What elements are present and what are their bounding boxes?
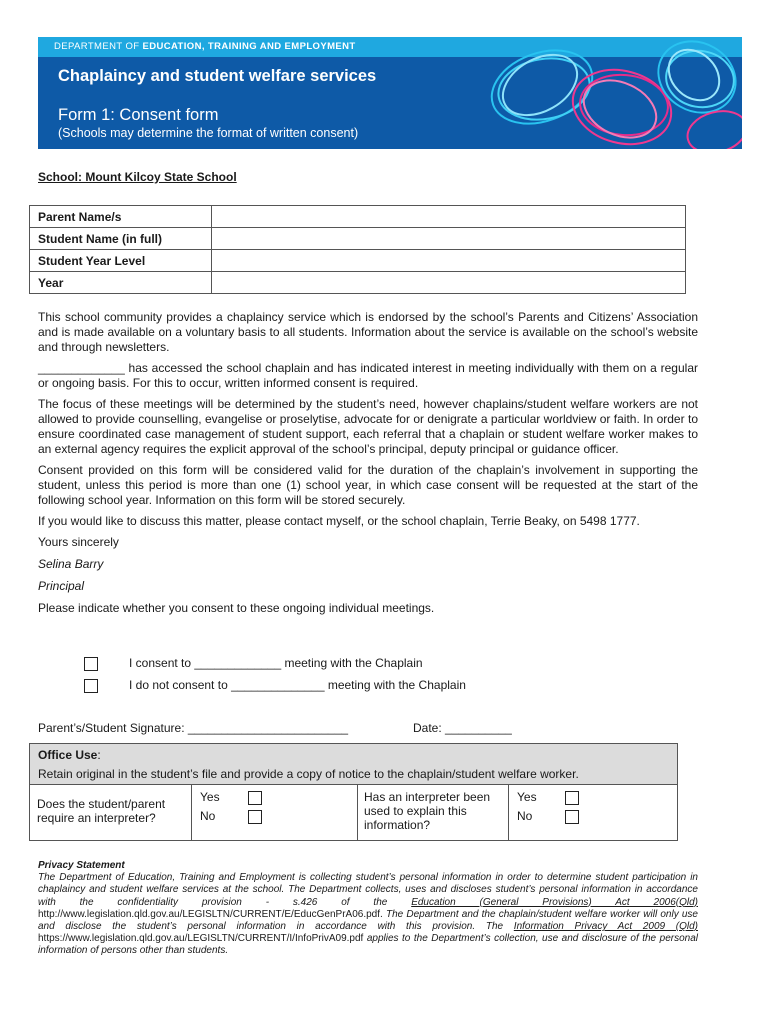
field-label: Parent Name/s — [30, 206, 212, 228]
act-link[interactable]: Information Privacy Act 2009 (Qld) — [513, 921, 698, 933]
closing: Yours sincerely — [38, 535, 119, 549]
office-use-instruction: Retain original in the student’s file and provide a copy of notice to the chaplain/student welfare worker. — [38, 767, 579, 781]
paragraph: Consent provided on this form will be considered valid for the duration of the chaplain’s involvement in supporting the student, unless this period is more than one (1) school year, in which case consent will be requested at the start of the following school year. Information on this form will be stored securely. — [38, 463, 698, 507]
act-url[interactable]: http://www.legislation.qld.gov.au/LEGISLTN/CURRENT/E/EducGenPrA06.pdf. — [38, 908, 383, 920]
office-use-box — [29, 743, 678, 841]
interpreter-required-question — [30, 785, 192, 840]
paragraph: If you would like to discuss this matter, please contact myself, or the school chaplain, Terrie Beaky, on 5498 1777. — [38, 514, 640, 528]
yes-label: Yes — [200, 790, 220, 804]
interpreter-required-yes-checkbox[interactable] — [248, 791, 262, 805]
scribble-decoration — [472, 37, 742, 149]
interpreter-used-no-checkbox[interactable] — [565, 810, 579, 824]
paragraph: The focus of these meetings will be determined by the student’s need, however chaplains/student welfare workers are not allowed to provide counselling, evangelise or proselytise, advocate for or denigrate a particular worldview or faith. In order to ensure coordinated case management of student support, each referral that a chaplain or student welfare worker makes to an external agency requires the explicit approval of the school’s principal, deputy principal or guidance officer. — [38, 397, 698, 456]
no-label: No — [517, 809, 533, 823]
table-row — [30, 272, 686, 294]
field-label: Student Name (in full) — [30, 228, 212, 250]
yes-option — [517, 790, 537, 804]
year-level-field[interactable] — [212, 250, 686, 272]
privacy-text: The Department and the chaplain/student welfare worker will only use and disclose the student’s personal information in accordance with this provision. The — [38, 908, 698, 933]
field-label: Year — [30, 272, 212, 294]
letter-body — [38, 310, 698, 623]
office-use-title: Office Use: — [38, 748, 101, 762]
question-text: Does the student/parent require an interpreter? — [37, 797, 166, 825]
question-text: Has an interpreter been used to explain this information? — [364, 790, 491, 832]
interpreter-required-no-checkbox[interactable] — [248, 810, 262, 824]
paragraph: _____________ has accessed the school chaplain and has indicated interest in meeting individually with them on a regular or ongoing basis. For this to occur, written informed consent is required. — [38, 361, 698, 390]
document-title: Chaplaincy and student welfare services — [58, 67, 377, 85]
privacy-text: applies to the Department’s collection, use and disclosure of the personal information of persons other than students. — [38, 933, 698, 957]
paragraph: This school community provides a chaplaincy service which is endorsed by the school’s Parents and Citizens’ Association and is made available on a voluntary basis to all students. Information about the service is available on the school’s website and through newsletters. — [38, 310, 698, 354]
office-use-header — [30, 744, 677, 785]
parent-name-field[interactable] — [212, 206, 686, 228]
act-link[interactable]: Education (General Provisions) Act 2006(Qld) — [411, 896, 698, 908]
privacy-text: The Department of Education, Training and Employment is collecting student’s personal information in order to determine student participation in chaplaincy and student welfare services at the school. The Department collects, uses and discloses student’s personal information in accordance with the confidentiality provision - s.426 of the — [38, 872, 698, 908]
department-name: DEPARTMENT OF EDUCATION, TRAINING AND EMPLOYMENT — [54, 41, 356, 52]
interpreter-used-yes-checkbox[interactable] — [565, 791, 579, 805]
privacy-title: Privacy Statement — [38, 860, 125, 871]
yes-label: Yes — [517, 790, 537, 804]
privacy-statement — [38, 860, 698, 958]
form-note: (Schools may determine the format of written consent) — [58, 126, 359, 140]
act-url[interactable]: https://www.legislation.qld.gov.au/LEGISLTN/CURRENT/I/InfoPrivA09.pdf — [38, 933, 364, 945]
no-consent-checkbox[interactable] — [84, 679, 98, 693]
consent-prompt: Please indicate whether you consent to these ongoing individual meetings. — [38, 601, 435, 615]
no-consent-label: I do not consent to ______________ meeting with the Chaplain — [129, 678, 466, 692]
no-label: No — [200, 809, 216, 823]
signer-name: Selina Barry — [38, 557, 104, 571]
date-field[interactable]: Date: __________ — [413, 721, 512, 735]
signer-title: Principal — [38, 579, 85, 593]
signature-line — [38, 721, 512, 735]
interpreter-used-options — [509, 785, 677, 840]
signature-field[interactable]: Parent’s/Student Signature: ________________________ — [38, 721, 349, 735]
year-field[interactable] — [212, 272, 686, 294]
header-banner — [38, 37, 742, 149]
consent-label: I consent to _____________ meeting with the Chaplain — [129, 656, 423, 670]
student-name-field[interactable] — [212, 228, 686, 250]
yes-option — [200, 790, 220, 804]
consent-checkbox[interactable] — [84, 657, 98, 671]
student-details-table — [29, 205, 686, 294]
field-label: Student Year Level — [30, 250, 212, 272]
table-row — [30, 250, 686, 272]
no-option — [517, 809, 532, 823]
interpreter-used-question — [358, 785, 509, 840]
form-title: Form 1: Consent form — [58, 106, 219, 124]
table-row — [30, 228, 686, 250]
interpreter-required-options — [192, 785, 358, 840]
no-option — [200, 809, 215, 823]
school-name: School: Mount Kilcoy State School — [38, 170, 237, 184]
table-row — [30, 206, 686, 228]
